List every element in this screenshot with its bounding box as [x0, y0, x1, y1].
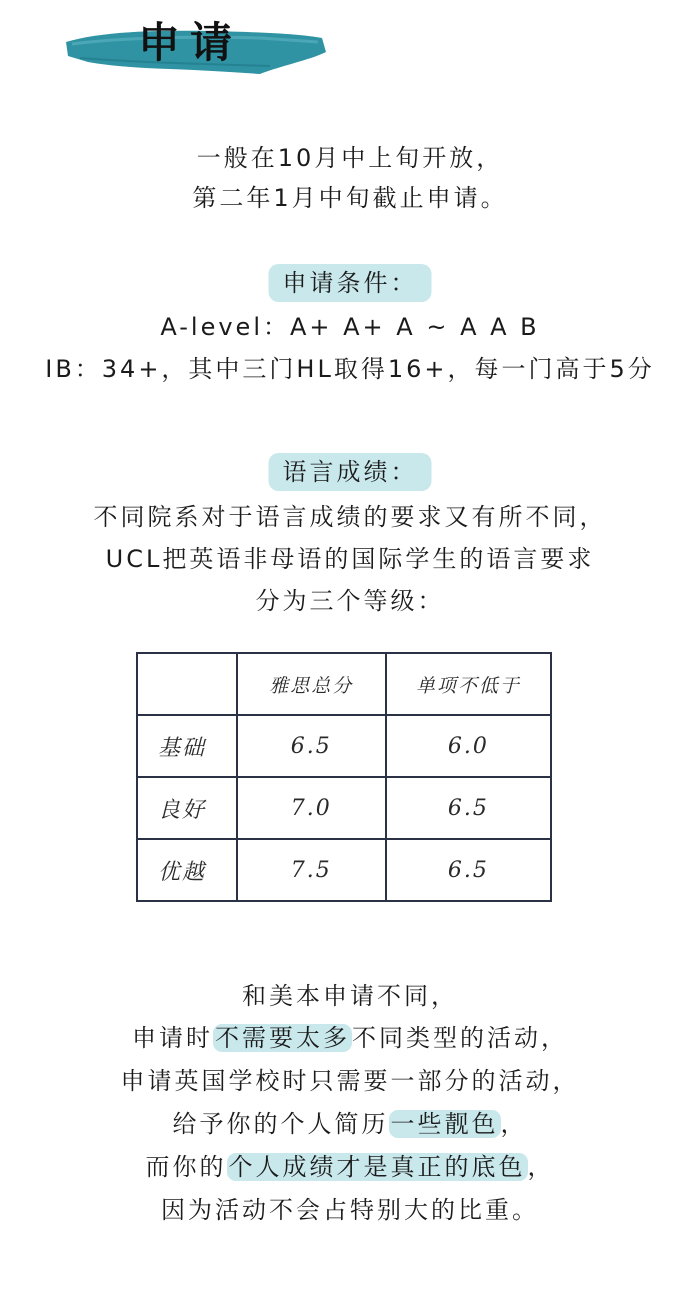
table-cell-minimum: 6.5 [386, 777, 551, 839]
closing-line-4 [0, 1107, 700, 1141]
table-cell-level: 基础 [137, 715, 237, 777]
closing-line-6: 因为活动不会占特别大的比重。 [161, 1196, 539, 1224]
closing-text: ， [500, 1110, 528, 1138]
table-cell-minimum: 6.5 [386, 839, 551, 901]
intro-line-2: 第二年1月中旬截止申请。 [192, 184, 508, 212]
table-cell-minimum: 6.0 [386, 715, 551, 777]
highlight-text: 个人成绩才是真正的底色 [228, 1153, 526, 1181]
section-title [60, 8, 330, 78]
language-line-1: 不同院系对于语言成绩的要求又有所不同， [93, 503, 607, 531]
language-tag: 语言成绩： [269, 453, 432, 491]
closing-text: ， [527, 1153, 555, 1181]
closing-text: 申请时 [132, 1024, 213, 1052]
table-row [137, 839, 551, 901]
closing-text: 而你的 [145, 1153, 227, 1181]
table-header-cell [137, 653, 237, 715]
conditions-tag: 申请条件： [269, 264, 432, 302]
ielts-requirements-table [136, 652, 552, 902]
highlight-text: 不需要太多 [215, 1024, 350, 1052]
table-cell-overall: 7.0 [237, 777, 386, 839]
alevel-requirement: A-level：A+ A+ A ~ A A B [160, 313, 540, 341]
highlight-text: 一些靓色 [390, 1110, 499, 1138]
closing-text: 给予你的个人简历 [172, 1110, 389, 1138]
closing-line-3: 申请英国学校时只需要一部分的活动， [120, 1067, 580, 1095]
page-title: 申请 [138, 18, 243, 67]
table-cell-level: 优越 [137, 839, 237, 901]
table-row [137, 777, 551, 839]
closing-line-5 [0, 1150, 700, 1184]
ib-requirement: IB：34+，其中三门HL取得16+，每一门高于5分 [45, 355, 655, 383]
table-header-row [137, 653, 551, 715]
table-header-cell: 单项不低于 [386, 653, 551, 715]
closing-line-2 [0, 1021, 700, 1055]
language-line-3: 分为三个等级： [255, 587, 445, 615]
table-header-cell: 雅思总分 [237, 653, 386, 715]
table-cell-overall: 7.5 [237, 839, 386, 901]
closing-text: 不同类型的活动， [352, 1024, 568, 1052]
intro-line-1: 一般在10月中上旬开放， [196, 144, 504, 172]
table-cell-overall: 6.5 [237, 715, 386, 777]
table-row [137, 715, 551, 777]
language-line-2: UCL把英语非母语的国际学生的语言要求 [105, 545, 595, 573]
closing-line-1: 和美本申请不同， [242, 982, 458, 1010]
table-cell-level: 良好 [137, 777, 237, 839]
